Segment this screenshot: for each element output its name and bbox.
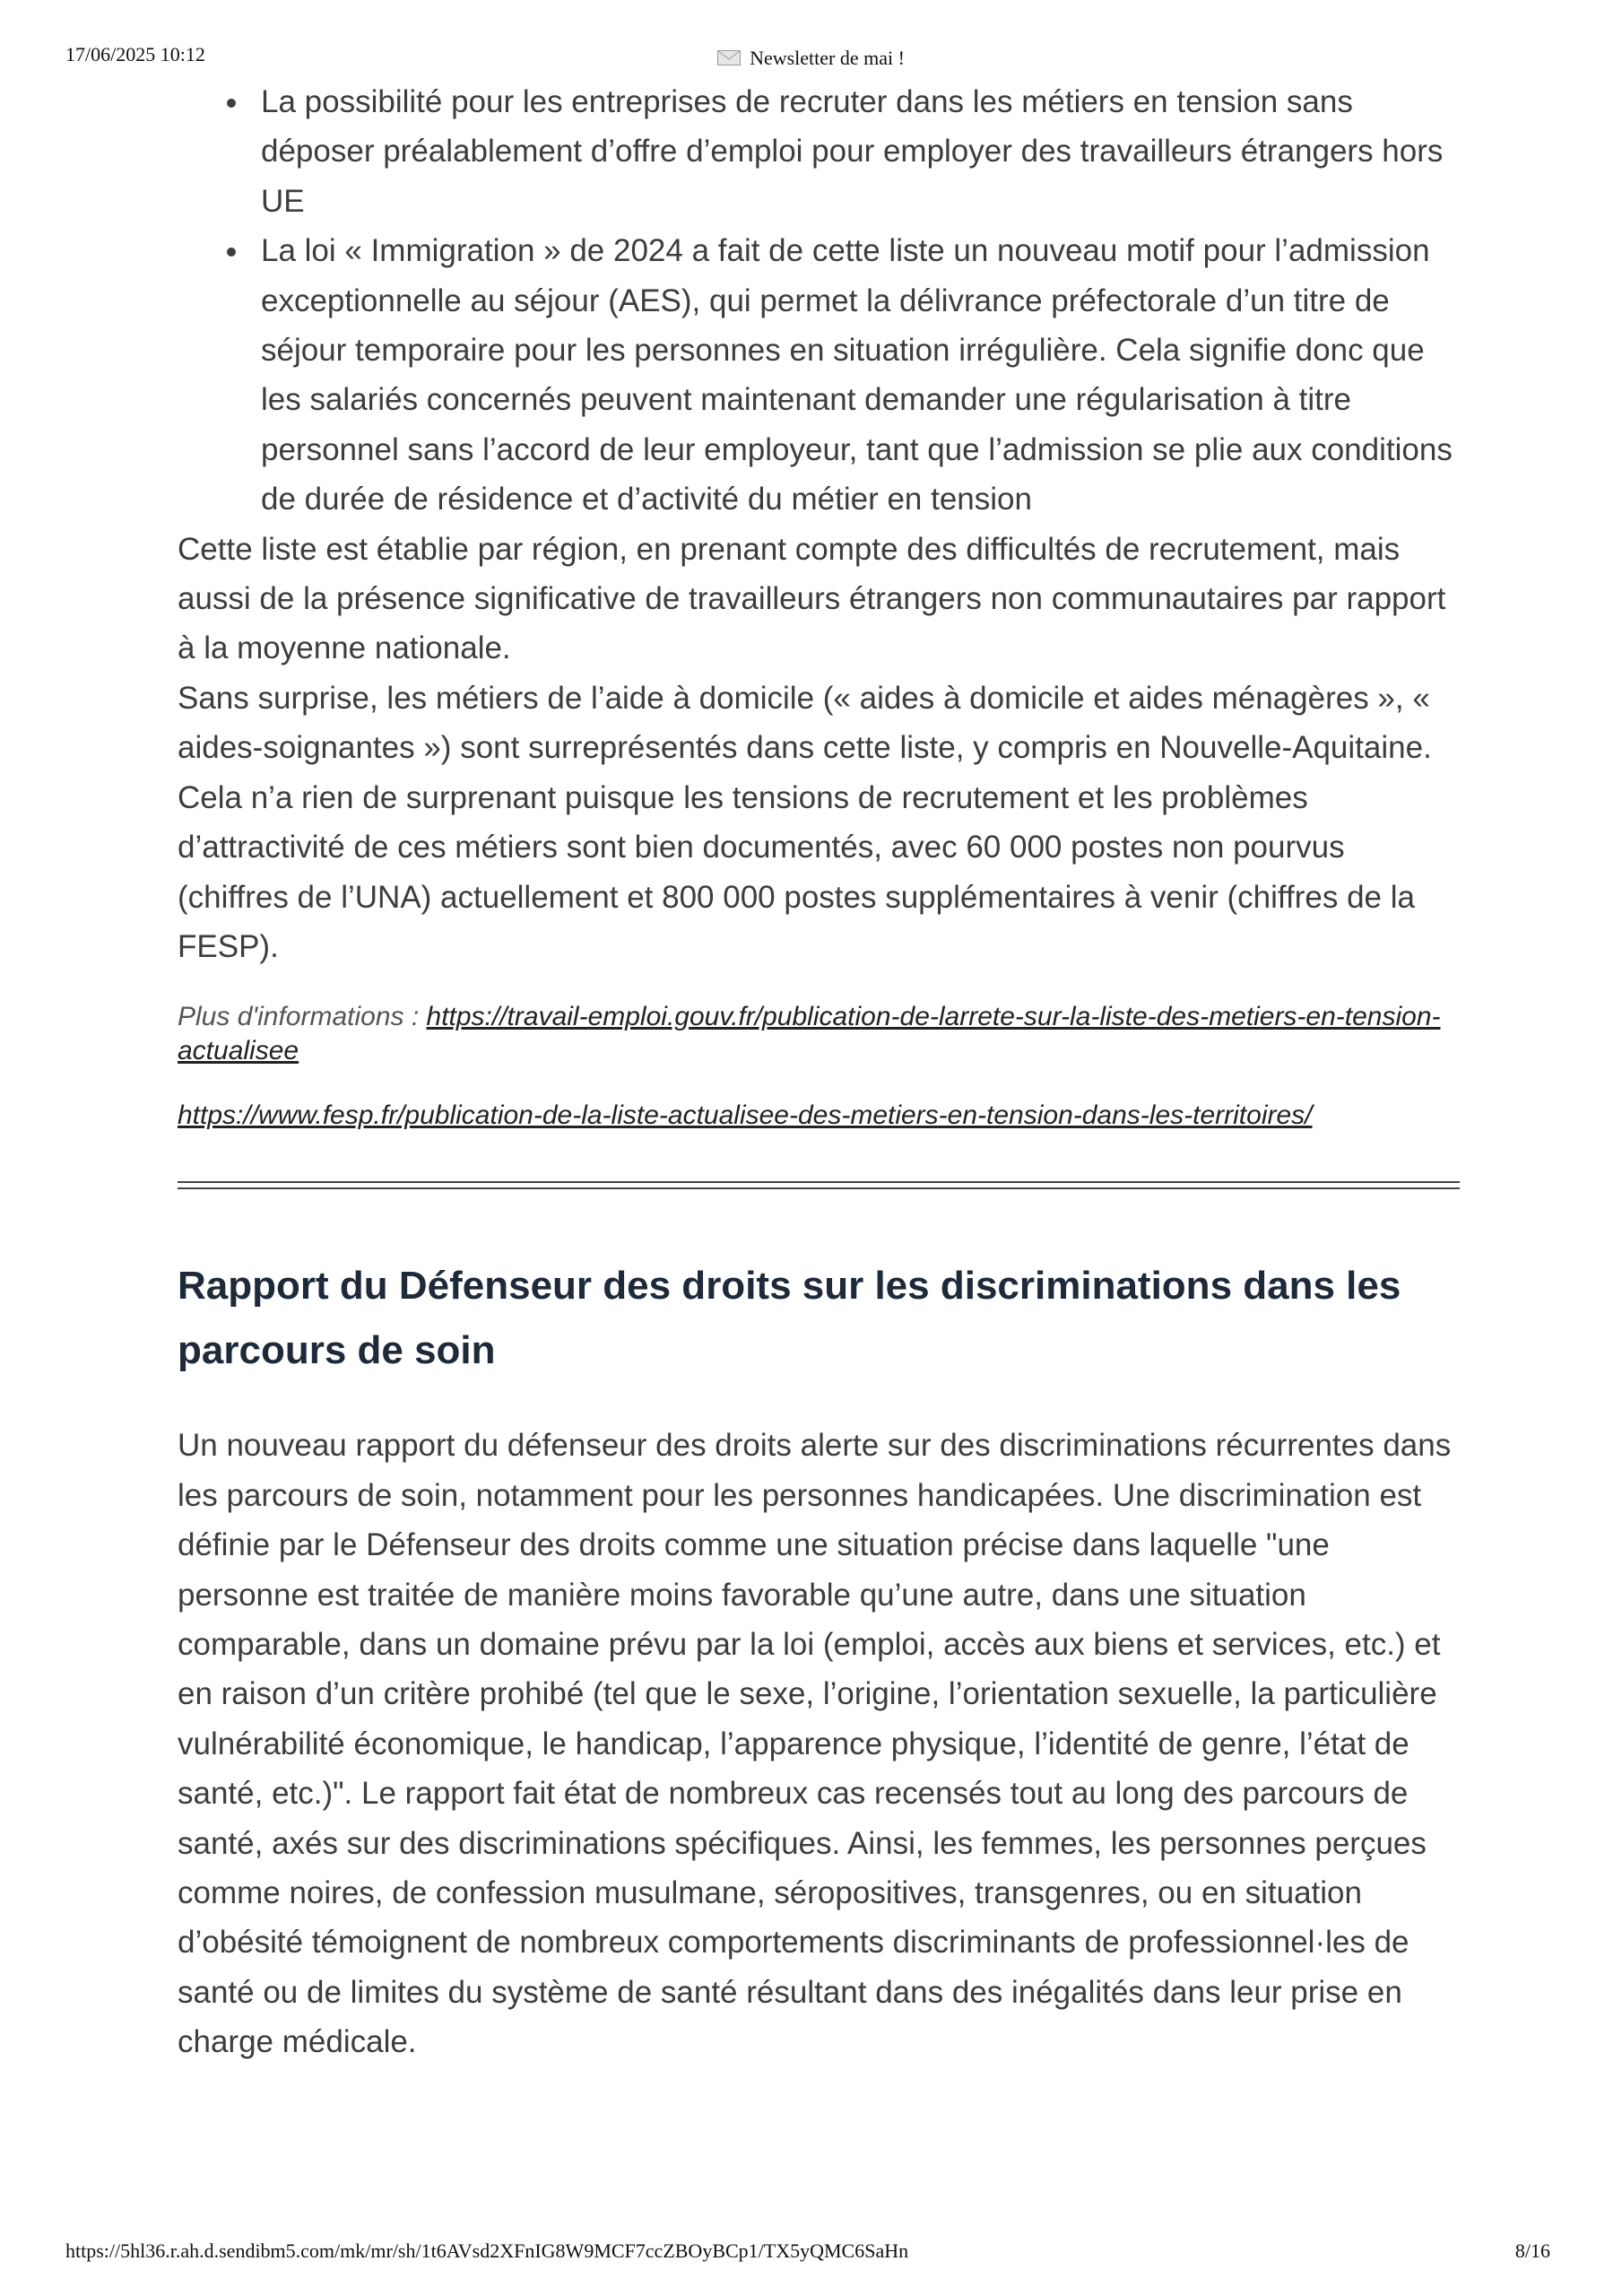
paragraph: Sans surprise, les métiers de l’aide à domicile (« aides à domicile et aides ménagères », « aides-soignantes ») sont surreprésentés dans cette liste, y compris en Nouvelle-Aquitaine. Cela n’a rien de surprenant puisque les tensions de recrutement et les problèmes d’attractivité de ces métiers sont bien documentés, avec 60 000 postes non pourvus (chiffres de l’UNA) actuellement et 800 000 postes supplémentaires à venir (chiffres de la FESP). (178, 680, 1432, 964)
list-item: La possibilité pour les entreprises de recruter dans les métiers en tension sans déposer préalablement d’offre d’emploi pour employer des travailleurs étrangers hors UE (261, 77, 1460, 226)
more-info-label: Plus d'informations : (178, 1002, 427, 1032)
print-datetime: 17/06/2025 10:12 (65, 43, 205, 65)
print-url: https://5hl36.r.ah.d.sendibm5.com/mk/mr/sh/1t6AVsd2XFnIG8W9MCF7ccZBOyBCp1/TX5yQMC6SaHn (65, 2239, 909, 2262)
print-title-text: Newsletter de mai ! (750, 47, 905, 69)
bullet-list (178, 77, 1460, 525)
more-info (178, 1000, 1460, 1068)
section-divider (178, 1181, 1460, 1189)
envelope-icon (717, 50, 741, 65)
newsletter-content (178, 77, 1460, 2067)
print-page-title (0, 47, 1622, 70)
paragraph: Cette liste est établie par région, en prenant compte des difficultés de recrutement, mais aussi de la présence significative de travailleurs étrangers non communautaires par rapport à la moyenne nationale. (178, 531, 1446, 666)
fesp-link[interactable]: https://www.fesp.fr/publication-de-la-liste-actualisee-des-metiers-en-tension-dans-les-territoires/ (178, 1100, 1313, 1131)
page-number: 8/16 (1514, 2239, 1550, 2262)
fesp-link-block (178, 1099, 1460, 1133)
section-title: Rapport du Défenseur des droits sur les discriminations dans les parcours de soin (178, 1264, 1401, 1373)
section-body: Un nouveau rapport du défenseur des droits alerte sur des discriminations récurrentes dans les parcours de soin, notamment pour les personnes handicapées. Une discrimination est définie par le Défenseur des droits comme une situation précise dans laquelle "une personne est traitée de manière moins favorable qu’une autre, dans une situation comparable, dans un domaine prévu par la loi (emploi, accès aux biens et services, etc.) et en raison d’un critère prohibé (tel que le sexe, l’origine, l’orientation sexuelle, la particulière vulnérabilité économique, le handicap, l’apparence physique, l’identité de genre, l’état de santé, etc.)". Le rapport fait état de nombreux cas recensés tout au long des parcours de santé, axés sur des discriminations spécifiques. Ainsi, les femmes, les personnes perçues comme noires, de confession musulmane, séropositives, transgenres, ou en situation d’obésité témoignent de nombreux comportements discriminants de professionnel·les de santé ou de limites du système de santé résultant dans des inégalités dans leur prise en charge médicale. (178, 1428, 1452, 2060)
list-item: La loi « Immigration » de 2024 a fait de cette liste un nouveau motif pour l’admission exceptionnelle au séjour (AES), qui permet la délivrance préfectorale d’un titre de séjour temporaire pour les personnes en situation irrégulière. Cela signifie donc que les salariés concernés peuvent maintenant demander une régularisation à titre personnel sans l’accord de leur employeur, tant que l’admission se plie aux conditions de durée de résidence et d’activité du métier en tension (261, 226, 1460, 524)
travail-emploi-link[interactable]: https://travail-emploi.gouv.fr/publication-de-larrete-sur-la-liste-des-metiers-en-tension-actualisee (178, 1002, 1441, 1066)
